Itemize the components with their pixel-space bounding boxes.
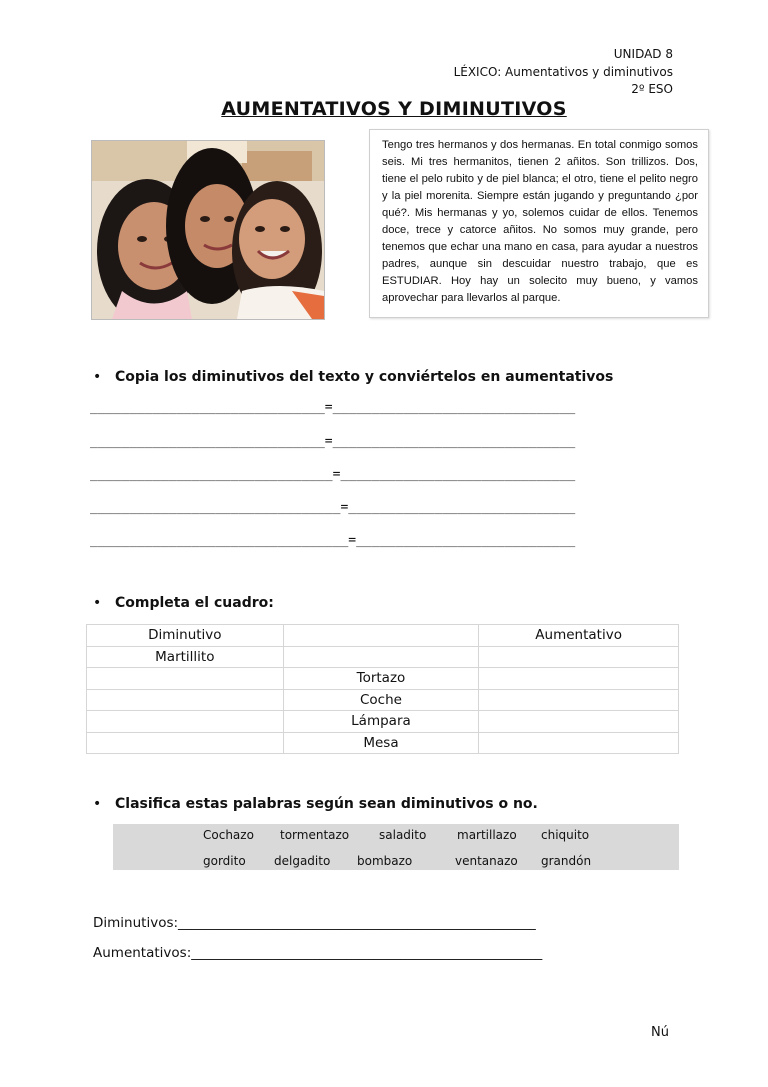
aumentativos-line[interactable]: ____________________________________________________ — [191, 945, 543, 961]
exercise3-instruction-text: Clasifica estas palabras según sean diminutivos o no. — [115, 796, 538, 812]
answer-line-5[interactable]: _________________________________=____________________________ — [90, 533, 576, 548]
table-cell[interactable] — [479, 732, 679, 754]
table-row — [87, 646, 679, 668]
diminutivos-answer[interactable] — [93, 915, 536, 931]
page-title: AUMENTATIVOS Y DIMINUTIVOS — [221, 98, 567, 120]
table-cell[interactable] — [87, 689, 284, 711]
unit-label: UNIDAD 8 — [613, 47, 673, 61]
table-row — [87, 732, 679, 754]
table-cell: Diminutivo — [87, 625, 284, 647]
table-cell[interactable] — [283, 625, 479, 647]
word-bank-item: bombazo — [357, 854, 413, 868]
completion-table — [86, 624, 679, 754]
topic-label: LÉXICO: Aumentativos y diminutivos — [453, 65, 673, 79]
level-label: 2º ESO — [631, 82, 673, 96]
aumentativos-label: Aumentativos: — [93, 945, 192, 961]
exercise3-instruction — [93, 796, 538, 812]
answer-line-4[interactable]: ________________________________=_____________________________ — [90, 500, 576, 515]
table-cell[interactable] — [87, 668, 284, 690]
table-cell[interactable] — [479, 689, 679, 711]
exercise1-instruction-text: Copia los diminutivos del texto y conviértelos en aumentativos — [115, 369, 614, 385]
diminutivos-label: Diminutivos: — [93, 915, 179, 931]
reading-text: Tengo tres hermanos y dos hermanas. En total conmigo somos seis. Mi tres hermanitos, tienen 2 añitos. Son trillizos. Dos, tiene el pelo rubito y de piel blanca; el otro, tiene el pelito negro y la piel morenita. Siempre están jugando y preguntando ¿por qué?. Mis hermanas y yo, solemos cuidar de ellos. Tenemos doce, trece y catorce añitos. No somos muy grande, pero tenemos que echar una mano en casa, para ayudar a nuestros padres, aunque sin descuidar nuestro trabajo, que es ESTUDIAR. Hoy hay un solecito muy bueno, y vamos aprovechar para llevarlos al parque. — [382, 139, 698, 304]
word-bank — [113, 824, 679, 870]
table-row — [87, 668, 679, 690]
word-bank-item: chiquito — [541, 828, 590, 842]
table-cell[interactable] — [87, 711, 284, 733]
word-bank-item: tormentazo — [280, 828, 350, 842]
reading-text-box — [369, 129, 709, 318]
exercise1-instruction — [93, 369, 613, 385]
table-cell: Mesa — [283, 732, 479, 754]
exercise2-instruction-text: Completa el cuadro: — [115, 595, 274, 611]
word-bank-item: martillazo — [457, 828, 517, 842]
word-bank-item: Cochazo — [203, 828, 254, 842]
aumentativos-answer[interactable] — [93, 945, 542, 961]
answer-line-2[interactable]: ______________________________=_______________________________ — [90, 434, 576, 449]
exercise2-instruction — [93, 595, 274, 611]
bullet-icon: • — [93, 369, 102, 385]
table-row — [87, 711, 679, 733]
word-bank-item: saladito — [379, 828, 427, 842]
table-cell[interactable] — [87, 732, 284, 754]
table-cell: Tortazo — [283, 668, 479, 690]
page-number: Nú — [651, 1025, 669, 1040]
word-bank-item: ventanazo — [455, 854, 518, 868]
table-cell: Martillito — [87, 646, 284, 668]
answer-line-1[interactable]: ______________________________=_______________________________ — [90, 400, 576, 415]
bullet-icon: • — [93, 796, 102, 812]
table-row — [87, 625, 679, 647]
group-photo-image — [92, 141, 324, 319]
table-cell[interactable] — [479, 646, 679, 668]
bullet-icon: • — [93, 595, 102, 611]
answer-line-3[interactable]: _______________________________=______________________________ — [90, 467, 576, 482]
table-cell[interactable] — [479, 668, 679, 690]
table-cell[interactable] — [283, 646, 479, 668]
word-bank-item: delgadito — [274, 854, 331, 868]
word-bank-item: gordito — [203, 854, 246, 868]
table-cell[interactable] — [479, 711, 679, 733]
group-photo — [91, 140, 325, 320]
table-cell: Aumentativo — [479, 625, 679, 647]
diminutivos-line[interactable]: _____________________________________________________ — [178, 915, 536, 931]
table-row — [87, 689, 679, 711]
table-cell: Lámpara — [283, 711, 479, 733]
table-cell: Coche — [283, 689, 479, 711]
word-bank-item: grandón — [541, 854, 592, 868]
